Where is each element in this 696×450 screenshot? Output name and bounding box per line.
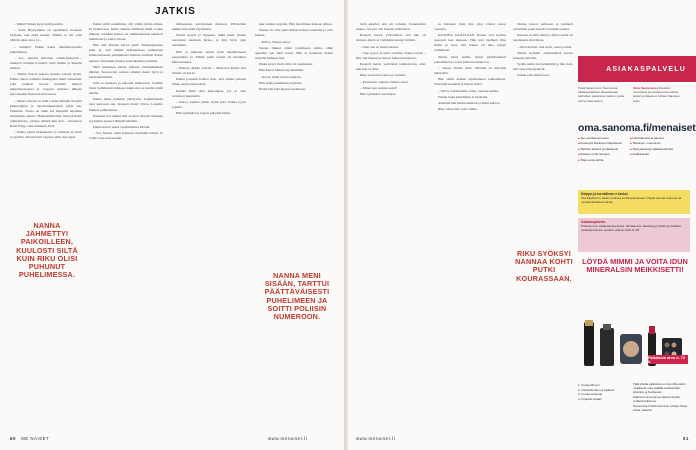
contest-headline: LÖYDÄ MIMMI JA VOITA IDUN MINERALSIN MEIKKISETTI! [582, 257, 688, 275]
contact-box: Asiakaspalvelu Palvelemme asiakaspalvelussa. Vastaamme tilauskysymyksiin ja kaikkiin asiakaspalvelun asioihin arkisin kello 8–18. [578, 218, 690, 252]
paragraph: – Miten sun aamusi sujui? [360, 85, 398, 90]
article-column-5 [356, 22, 426, 426]
product-image-group [580, 318, 690, 382]
column-text [10, 22, 82, 140]
bullet-item: ■ Katsele omia tietojasi [578, 152, 626, 157]
paragraph: Kutkuka kai kaikki hän erotteli taivaan liikkuen tyystellen ajaneet lämpiävääntään. [89, 113, 163, 123]
paragraph: Nanna laski puhelimen ja huokaisi. [438, 94, 488, 99]
paragraph: Pikku kysyi vielä, mitä oli tapahtunut. [259, 62, 314, 67]
paragraph: – Nanna Niemi tässä. Minulla on ilmoitus tehtävänä. [434, 65, 506, 75]
paragraph: – Sulla Bryttyllänsi on tapahtunut kaoksen tarjaana, eiet ehkä kuulut. Minun ei tiiv saisi välttää aikaa aina, ja... [10, 28, 82, 43]
paragraph: Hän silti Pekalle kertoi juuri: Pekkasupeansa kuin ja, että tämäsi arkisunnassa puhumaan kiinnostuneesti puhelimesta hieman etsimäsi Pekan kanssa: yhteenkin jutussa kokouksiinsa pallutun. [89, 43, 163, 63]
paragraph: Kaikki tämä olisi helpompaa, jos ei olisi tarvinnut kuunnella. [172, 88, 246, 98]
paragraph: – Olen iloinen, että soitit, sanoi poliisi. [517, 44, 573, 49]
bullet-list-left [578, 136, 626, 163]
paragraph: Raapoli kertoi ystävälleen, että hän oli rintaan, mutta ei vieläkään tiennyt mitään. [356, 33, 426, 43]
paragraph: tästä kuullut, että oli tottunut. Kuunnellun muuta, sen piti olla hitaasti päätettävä. [356, 22, 426, 32]
left-page [0, 0, 345, 450]
mascara-icon [584, 322, 594, 366]
bullet-item: ■ Asiakasedut [630, 152, 686, 157]
product-captions [578, 383, 628, 401]
paragraph: Mitä teisteinen kaleut puhuun vakinjakkäisen tähtäsä. Seuraavien tomien omaksi menit hyvä ja huoleteltomman. [89, 64, 163, 79]
paragraph: – Selvä, tarkistamme asian, vastaus kuului. [438, 88, 500, 93]
paragraph: Hän ei puhunut ennen kuin maahalaiseen perjantaina ja. Elämä jokin toinen oli kiertänyt hänen kanssa. [172, 49, 246, 64]
paragraph: sa hallakan huin hän olisi voinut sanoa vuosista. [434, 22, 506, 32]
column-text [89, 22, 163, 141]
caption-item: 3. Kuvaa sanomat [578, 392, 603, 396]
paragraph: – Odota, minä soitan takaisin. [259, 74, 302, 79]
foundation-bottle-icon [600, 328, 614, 366]
pull-quote: NANNA MENI SISÄÄN, TARTTUI PÄÄTTÄVÄISESTI PUHELIMEEN JA SOITTI POLIISIN NUMEROON. [264, 271, 330, 322]
paragraph: – Miksi? Pekka kysyi päätyessään. [14, 22, 64, 26]
column-text [434, 22, 506, 112]
cosmetic-products-illustration [580, 318, 690, 382]
caption-item: 4. Kirjaudu kisaan [578, 396, 602, 401]
pull-quote: RIKU SYÖKSYI NANNAA KOHTI PUTKI KOURASSAAN. [515, 249, 573, 283]
paragraph: Juha ei tuulessa ja uskonut mukavasti. Tuulille tässä sydämensä tarkkaan kuulostaa ja kuulla tehdä tänään. [89, 81, 163, 96]
paragraph: Tällä viikolla palkintona on Idun Mineralsin meikkisetti, joka sisältää meikkipohjan, ripsivärin ja huulipunan. [633, 382, 686, 394]
paragraph: – Voi, Nanna. Olen kauhean myöhään näissä. Ja toimi vain, kun kuulun. [89, 131, 163, 141]
paragraph: Pekka jostakin kohtaa tiesi, että elämä jatkuisi ilman suuria muutoksia. [172, 77, 246, 87]
caption-item: 1. Kuvaa Mimmi [578, 383, 600, 387]
paragraph: – Joo, puhutti hattetten ottamattyksystä… niiskytti sisimpä kyseistä, mitä imulle ja Pekelle kuuluu. [10, 55, 82, 70]
customer-service-band: ASIAKASPALVELU [578, 56, 696, 82]
paragraph: – Kiitos, Nanna sanoi. [259, 39, 291, 44]
paragraph: Raapoli kertoi ystävänsä tarkkoitavan olisi, kun hän ei ollut. [356, 62, 426, 72]
paragraph: kuu rauhan ottajalta. Hän tiesi hänen kokeen siihen. [259, 22, 333, 26]
paragraph: – Kävikö? Pekka uskoi hämmästyneelta puhelimeen. [10, 44, 82, 54]
prize-value-badge: Palkinnon arvo n. 72 €. [648, 355, 688, 364]
paragraph: Nanna liikkui sitten tavalliseen arkiin, ehkä ajatellen sen mitä kuuli. Hän ei halunnut Pekan tietävän kaikkea heti. [255, 45, 333, 60]
paragraph: Palkinnon arvonnan ja säännöt löydät verkkosivuiltamme. [633, 394, 680, 403]
article-column-7 [513, 22, 573, 142]
bullet-list-right [630, 136, 686, 158]
folio-url: www.menaiset.fi [268, 436, 308, 441]
bullet-item: ■ Keskeytä tilauksesi tilapäisesti [578, 141, 626, 146]
paragraph: Hän nyökkäsi vain hiljaa. [360, 92, 397, 97]
page-number: 60 ME NAISET [10, 436, 50, 441]
paragraph: Hän kertoi kaiken myöhemmin. [259, 68, 305, 73]
paragraph: Pekka säilti puhelimen. Oli vähän rittäin ilman. Ei mahtavaan, hoilla oikeata tähtäisen mikä voiden jälkeen. Joisukin kohtaa oli ommistuunutta tekisä tä huntikoita ja sanoa tivaan. [89, 22, 163, 42]
column-text [513, 22, 573, 78]
paragraph: Hän nyökkäsi ja lopetti puhelun hiljaa. [176, 111, 231, 116]
paragraph: Hän laski puhelimen pöydälle. [259, 80, 303, 85]
bullet-item: ■ Lähettämistä ja jakelua [630, 136, 686, 141]
bullet-item: ■ Tee osoitteenmuutos [578, 136, 626, 141]
paragraph: Riku tuli kotiin vasta illalla. [438, 107, 478, 112]
paragraph: Pekka meni puhelun päättyvää. Jonkinlaiseen aina kertoaan sen. Kaapeli häntä viivaa. Lokahti. Pekkaa pukkamalsa. [89, 97, 163, 112]
paragraph: Jatkuu ensi numerossa. [517, 73, 550, 78]
paragraph: – Miten tarkoin on tällö Carlin minulle mottein hilkettäjäjän ja tapaalattipunaakin pätjä sen. Fenimän. Torsta on tokin erä hepuellä tapahtuu kaumelkin ainetta. Hahaistäisiterätä, liittyvä Riien ylkkyliitosta, jottapa tehtiyä niin tien… muuttoon Raili Fölpp-olisi nimisinä, Erni. [10, 98, 82, 128]
folio-url: www.menaiset.fi [356, 436, 396, 441]
paragraph: – Sinä olet se tietää asiasta. [360, 44, 399, 49]
paragraph: – Hienoa, Pekka vastasi. – Mukavaa kuulla että Nanna on hyvin. [172, 65, 246, 75]
info-text-2: Oma Sanomassa tilausten muutokset ja osoitteenmuutokset, laskut ja tilaukset, lehtien tilausten hoito [633, 86, 680, 103]
article-column-6 [434, 22, 506, 426]
paragraph: Nanna meni sisään, tarttui päättäväisesti puhelimeen ja soitti poliisin numeroon. [434, 54, 506, 64]
paragraph: – Pekka joutui hidaskuullo ja väteksin ja aivan ja ajatella, miten itsetä vapautu sillä, hen lapsi. [10, 130, 82, 140]
paragraph: – Sipe pyysi, ja antoi avaimet, Nanna totesi. – Hei, mä menen ja katson kaiken kunnossa. [356, 50, 426, 60]
bullet-item: ■ Tilaa jakoisoja aikakausilehtiä [630, 147, 686, 152]
column-text [172, 22, 246, 116]
info-text: Vireä Sanoma on Suomessa aikakausilehtien tilauskaupan parhaiten palveleva mainos, josta tunnet taas tiedon [578, 86, 624, 103]
paragraph: – Mielle Pekon kanssa kuulua todella hyvin, Pekka annoi paluutta kuningaksi meni tamaanen, joka puuhasi nuorta kerhellä ilkkoyt maksahuoneessa ja vaappui aamusta jälkeen kaivoksekin ikuisesti kasvoksen. [10, 72, 82, 97]
paragraph: Hän selitti kaiken tapahtuneen rauhallisesti. Virkailija kuunteli ja kirjasi tiedot. [434, 77, 506, 87]
paragraph: – Kuulostaa oudolta, Nanna sanoi. [360, 79, 409, 84]
paragraph: Nanna oli ollut juuri Pekan kanssa asemalla ja vain hetken. [255, 28, 333, 38]
article-column-3 [172, 22, 246, 426]
contest-terms [633, 383, 689, 414]
paragraph: Sydän tuntui kevyemmältä ja hän tiesi, että asiat järjestyisivät. [513, 62, 573, 72]
bullet-item: ■ Tilaa uusia lehtiä [578, 158, 626, 163]
paragraph: nähneeseen palveleman mieleen. Päivitellen kuinka hän ehkä myötäisen. [172, 22, 246, 32]
e-invoice-box: Helppo ja turvallinen e-lasku! Ota käyttöön e-lasku omassa verkkopankissasi. Käytä samaa tunnusta ja verkkopankkitunnuksia. [578, 190, 690, 214]
article-column-4 [255, 22, 333, 232]
paragraph: Riku sen kattoi sanoi ei osannut. [360, 73, 407, 78]
paragraph: Nanna hymyili ensimmäistä kertaa moneen päivään. [513, 50, 573, 60]
paragraph: KOTONA PÄÄTTÄÄN Nanna veti kahvin nopeasti taas mukaan. Hän teki itselleen tilaa illalla ja tiesi, että hänen oli aika ryhtyä toimimaan. [434, 33, 506, 53]
paragraph: Nanna katsoi tarkkaan ja kuunteli ystäviään, jotka kertoivat kaikki uutiset. [513, 22, 573, 32]
paragraph: Illalla hän luki kirjeen uudelleen. [259, 87, 306, 92]
paragraph: Nanna kyseli ja riippuen, mikä meni. Pekka anomalan kauhean kirjaa, ja niin hyvä yksi enemmän. [172, 33, 246, 48]
column-text [356, 22, 426, 97]
page-number: 61 [683, 436, 689, 441]
paragraph: Numerossa 9 2020 arvonnan voittaja: Meija Ahola, Helsinki. [633, 403, 687, 412]
paragraph: – Kerro, kuinka pääsit sieltä pois, Pekka pyysi lopulta. [172, 99, 246, 109]
section-kicker: JATKIS [155, 6, 196, 17]
service-url-link[interactable]: oma.sanoma.fi/menaiset [578, 122, 696, 134]
column-text [255, 22, 333, 92]
paragraph: Aamulla hän heräsi aikaisin ja keitti kahvia. [438, 100, 501, 105]
caption-item: 2. Ostetulla Idun ja Lajittelu [578, 387, 615, 392]
paragraph: Kukaan ei ollut tiennyt, mitä todella oli tapahtunut sinä iltana. [513, 33, 573, 43]
bullet-item: ■ Tilauksen muutokset [630, 141, 686, 146]
article-column-2 [89, 22, 163, 426]
paragraph: Pekka kertoi uskoi tapahtumasta käsillä. [93, 125, 151, 130]
pull-quote: NANNA JÄHMETTYI PAIKOILLEEN, KUULOSTI SILTÄ KUIN RIKU OLISI PUHUNUT PUHELIMESSA. [16, 221, 78, 280]
bullet-item: ■ Tarkista laskusi ja tilauksesi [578, 147, 626, 152]
